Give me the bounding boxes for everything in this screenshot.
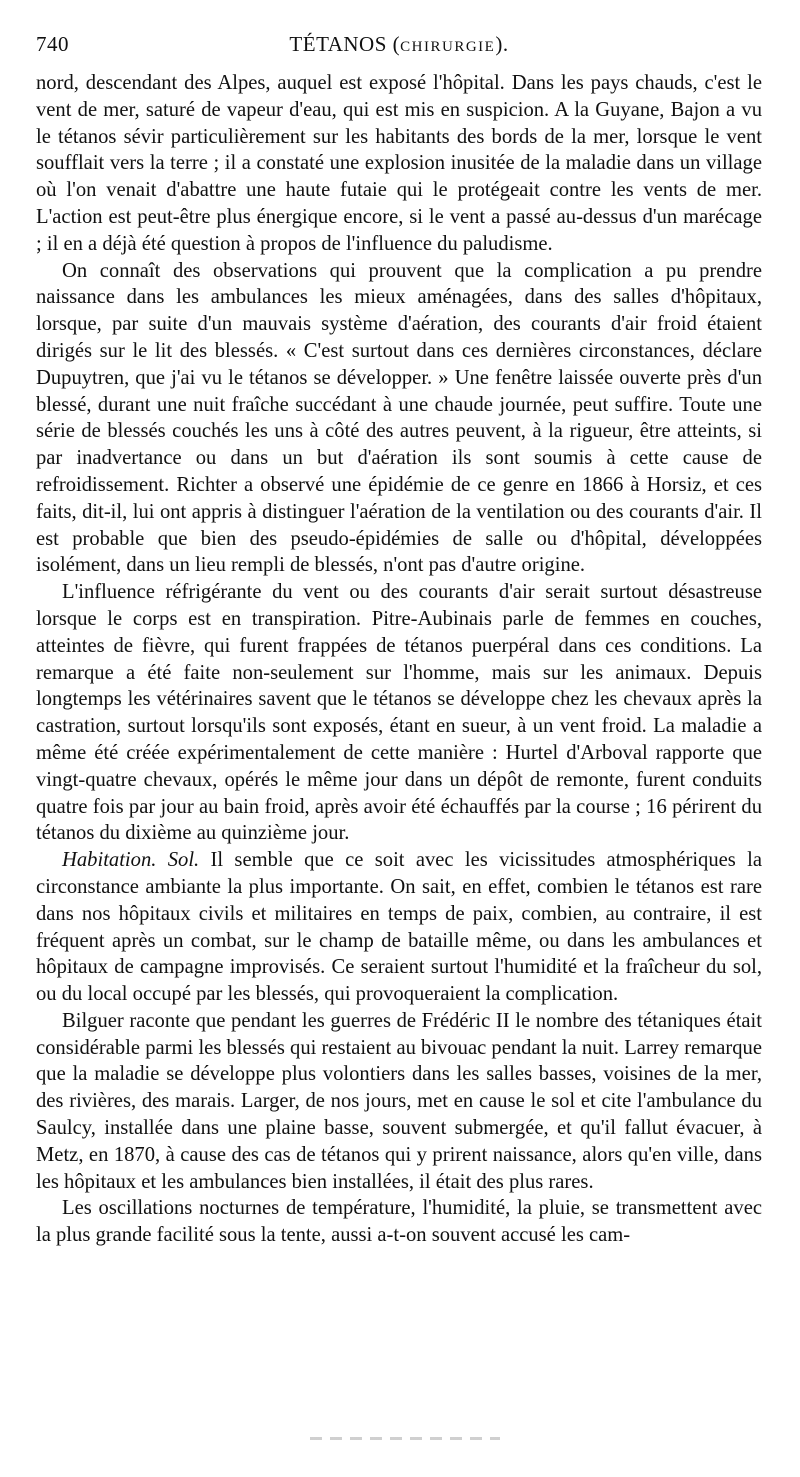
paragraph: Les oscillations nocturnes de température, l'humidité, la pluie, se transmettent avec la plus grande facilité sous la tente, aussi a-t-on souvent accusé les cam- [36,1197,762,1247]
paragraph-text: Il semble que ce soit avec les vicissitudes atmosphériques la circonstance ambiante la plus importante. On sait, en effet, combien le tétanos est rare dans nos hôpitaux civils et militaires en temps de paix, combien, au contraire, il est fréquent après un combat, sur le champ de bataille même, ou dans les ambulances et hôpitaux de campagne improvisés. Ce seraient surtout l'humidité et la fraîcheur du sol, ou du local occupé par les blessés, qui provoqueraient la complication. [36,849,762,1006]
running-title-end: ). [495,32,509,56]
paragraph: Bilguer raconte que pendant les guerres de Frédéric II le nombre des tétaniques était considérable parmi les blessés qui restaient au bivouac pendant la nuit. Larrey remarque que la maladie se développe plus volontiers dans les salles basses, voisines de la mer, des rivières, des marais. Larger, de nos jours, met en cause le sol et cite l'ambulance du Saulcy, installée dans une plaine basse, souvent submergée, et qu'il fallut évacuer, à Metz, en 1870, à cause des cas de tétanos qui y prirent naissance, alors qu'en ville, dans les hôpitaux et les ambulances bien installées, il était des plus rares. [36,1009,762,1193]
running-title [36,32,762,57]
page-number: 740 [36,32,69,56]
paragraph-continuation: nord, descendant des Alpes, auquel est exposé l'hôpital. Dans les pays chauds, c'est le vent de mer, saturé de vapeur d'eau, qui est mis en suspicion. A la Guyane, Bajon a vu le tétanos sévir particulièrement sur les habitants des bords de la mer, lorsque le vent soufflait vers la terre ; il a constaté une explosion inusitée de la maladie dans un village où l'on venait d'abattre une haute futaie qui le protégeait contre les vents de mer. L'action est peut-être plus énergique encore, si le vent a passé au-dessus d'un marécage ; il en a déjà été question à propos de l'influence du paludisme. [36,72,762,255]
footer-smudge [310,1437,500,1440]
running-title-section: CHIRURGIE [400,39,496,55]
running-title-main: TÉTANOS ( [289,32,401,56]
paragraph: On connaît des observations qui prouvent que la complication a pu prendre naissance dans les ambulances les mieux aménagées, dans des salles d'hôpitaux, lorsque, par suite d'un mauvais système d'aération, des courants d'air froid étaient dirigés sur le lit des blessés. « C'est surtout dans ces dernières circonstances, déclare Dupuytren, que j'ai vu le tétanos se développer. » Une fenêtre laissée ouverte près d'un blessé, durant une nuit fraîche succédant à une chaude journée, peut suffire. Toute une série de blessés couchés les uns à côté des autres peuvent, à la rigueur, être atteints, si par inadvertance ou dans un but d'aération ils sont soumis à cette cause de refroidissement. Richter a observé une épidémie de ce genre en 1866 à Horsiz, et ces faits, dit-il, lui ont appris à distinguer l'aération de la ventilation ou des courants d'air. Il est probable que bien des pseudo-épidémies de salle ou d'hôpital, développées isolément, dans un lieu rempli de blessés, n'ont pas d'autre origine. [36,259,762,577]
paragraph-habitation [36,847,762,1008]
section-heading: Habitation. Sol. [62,849,200,872]
body-text [36,70,762,1249]
page-header [36,28,762,58]
paragraph: L'influence réfrigérante du vent ou des courants d'air serait surtout désastreuse lorsque le corps est en transpiration. Pitre-Aubinais parle de femmes en couches, atteintes de fièvre, qui furent frappées de tétanos puerpéral dans ces conditions. La remarque a été faite non-seulement sur l'homme, mais sur les animaux. Depuis longtemps les vétérinaires savent que le tétanos se développe chez les chevaux après la castration, surtout lorsqu'ils sont exposés, étant en sueur, à un vent froid. La maladie a même été créée expérimentalement de cette manière : Hurtel d'Arboval rapporte que vingt-quatre chevaux, opérés le même jour dans un dépôt de remonte, furent conduits quatre fois par jour au bain froid, après avoir été échauffés par la course ; 16 périrent du tétanos du dixième au quinzième jour. [36,581,762,845]
